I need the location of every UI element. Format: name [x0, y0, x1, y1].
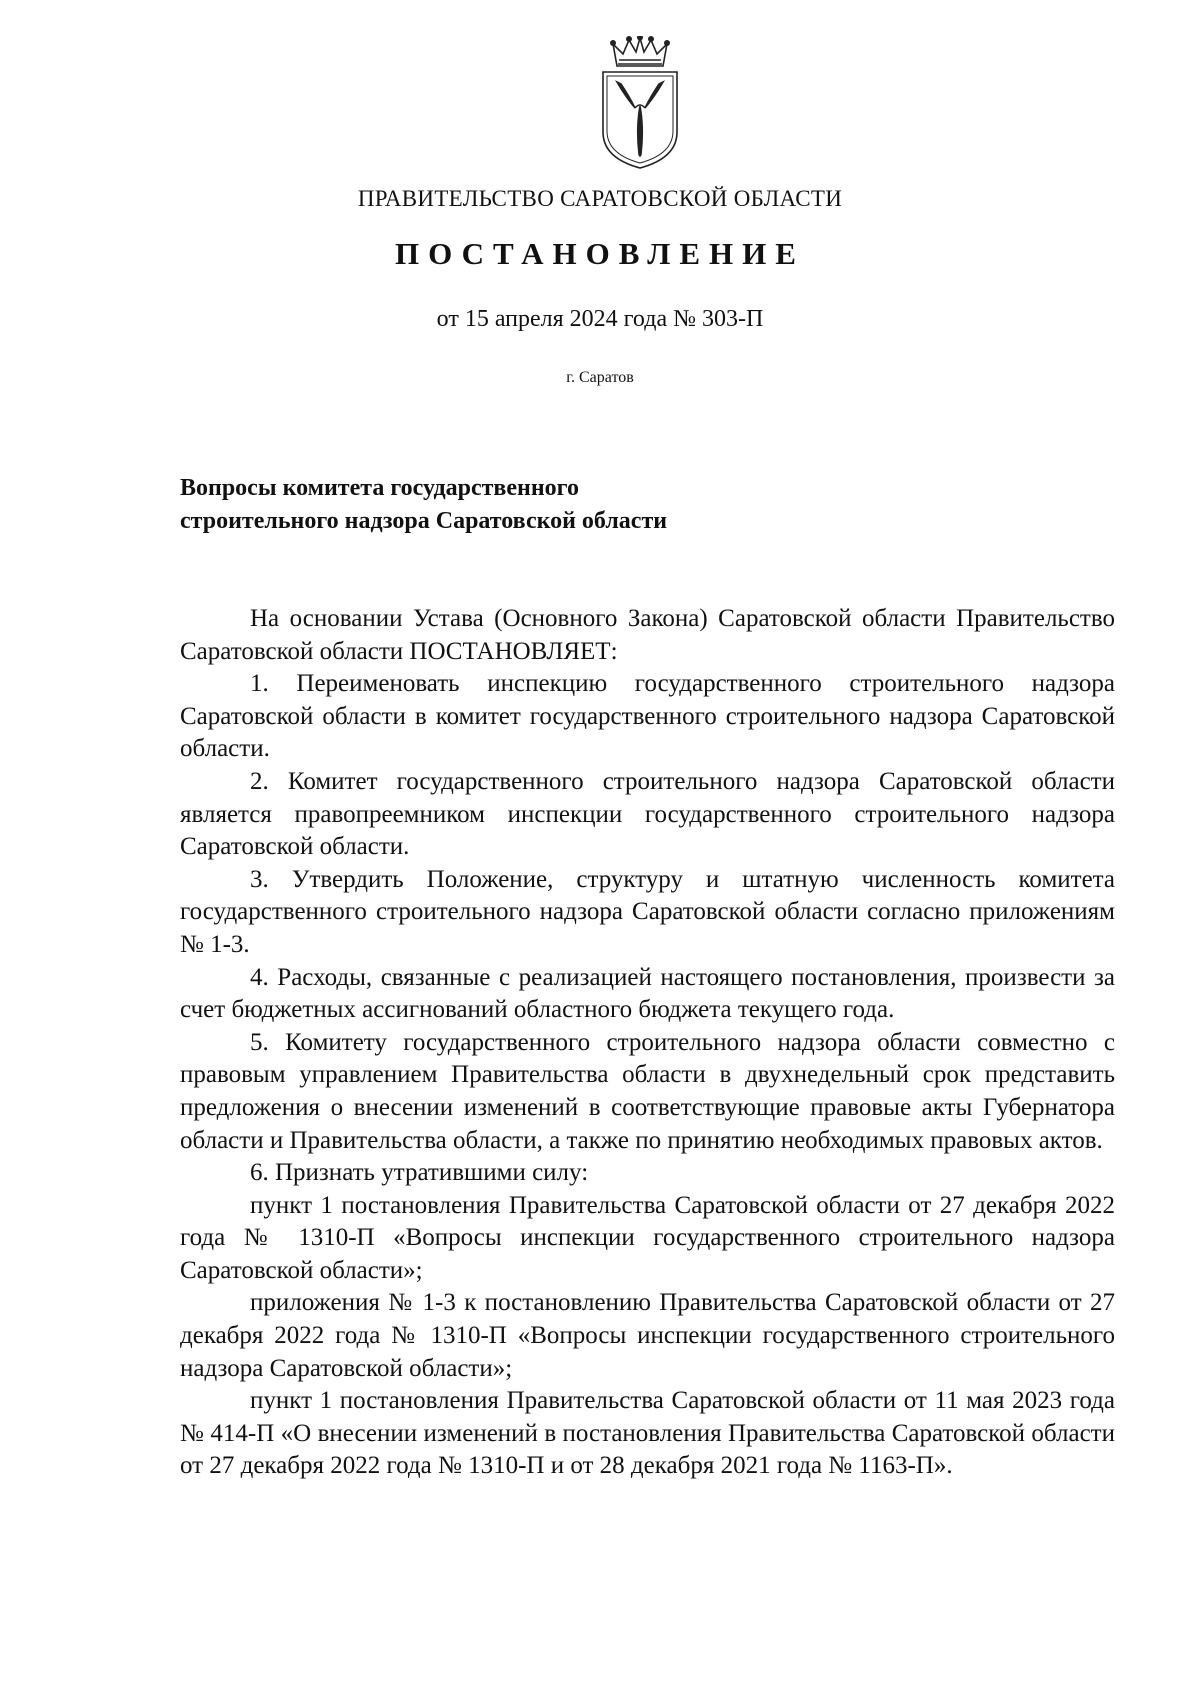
body-paragraph-preamble: На основании Устава (Основного Закона) Саратовской области Правительство Саратовской области ПОСТАНОВЛЯЕТ:: [180, 605, 1115, 665]
organization-name: ПРАВИТЕЛЬСТВО САРАТОВСКОЙ ОБЛАСТИ: [357, 186, 843, 211]
document-body: [180, 603, 1115, 1483]
document-city: г. Саратов: [566, 369, 634, 386]
body-paragraph-item-2: 2. Комитет государственного строительного надзора Саратовской области является правопреемником инспекции государственного строительного надзора Саратовской области.: [180, 767, 1115, 861]
body-paragraph-item-1: 1. Переименовать инспекцию государственного строительного надзора Саратовской области в комитет государственного строительного надзора Саратовской области.: [180, 670, 1115, 763]
document-title-line: Вопросы комитета государственного: [180, 475, 579, 501]
body-paragraph-item-4: 4. Расходы, связанные с реализацией настоящего постановления, произвести за счет бюджетных ассигнований областного бюджета текущего года.: [180, 963, 1115, 1024]
saratov-coat-of-arms-icon: [589, 36, 691, 170]
body-paragraph-repeal-3: пункт 1 постановления Правительства Саратовской области от 11 мая 2023 года № 414-П «О внесении изменений в постановления Правительства Саратовской области от 27 декабря 2022 года № 1310-П и от 28 декабря 2021 года № 1163-П».: [180, 1387, 1115, 1480]
body-paragraph-item-6: 6. Признать утратившими силу:: [250, 1159, 589, 1187]
document-date-number: от 15 апреля 2024 года № 303-П: [436, 306, 764, 332]
document-title-line: строительного надзора Саратовской области: [180, 508, 668, 534]
body-paragraph-repeal-2: приложения № 1-3 к постановлению Правительства Саратовской области от 27 декабря 2022 года № 1310-П «Вопросы инспекции государственного строительного надзора Саратовской области»;: [180, 1289, 1115, 1382]
body-paragraph-item-3: 3. Утвердить Положение, структуру и штатную численность комитета государственного строительного надзора Саратовской области согласно приложениям № 1-3.: [180, 865, 1115, 958]
body-paragraph-item-5: 5. Комитету государственного строительного надзора области совместно с правовым управлением Правительства области в двухнедельный срок представить предложения о внесении изменений в соответствующие правовые акты Губернатора области и Правительства области, а также по принятию необходимых правовых актов.: [180, 1028, 1115, 1154]
document-title: [180, 472, 880, 538]
document-type-heading: ПОСТАНОВЛЕНИЕ: [395, 236, 805, 271]
body-paragraph-repeal-1: пункт 1 постановления Правительства Саратовской области от 27 декабря 2022 года № 1310-П «Вопросы инспекции государственного строительного надзора Саратовской области»;: [180, 1191, 1115, 1284]
